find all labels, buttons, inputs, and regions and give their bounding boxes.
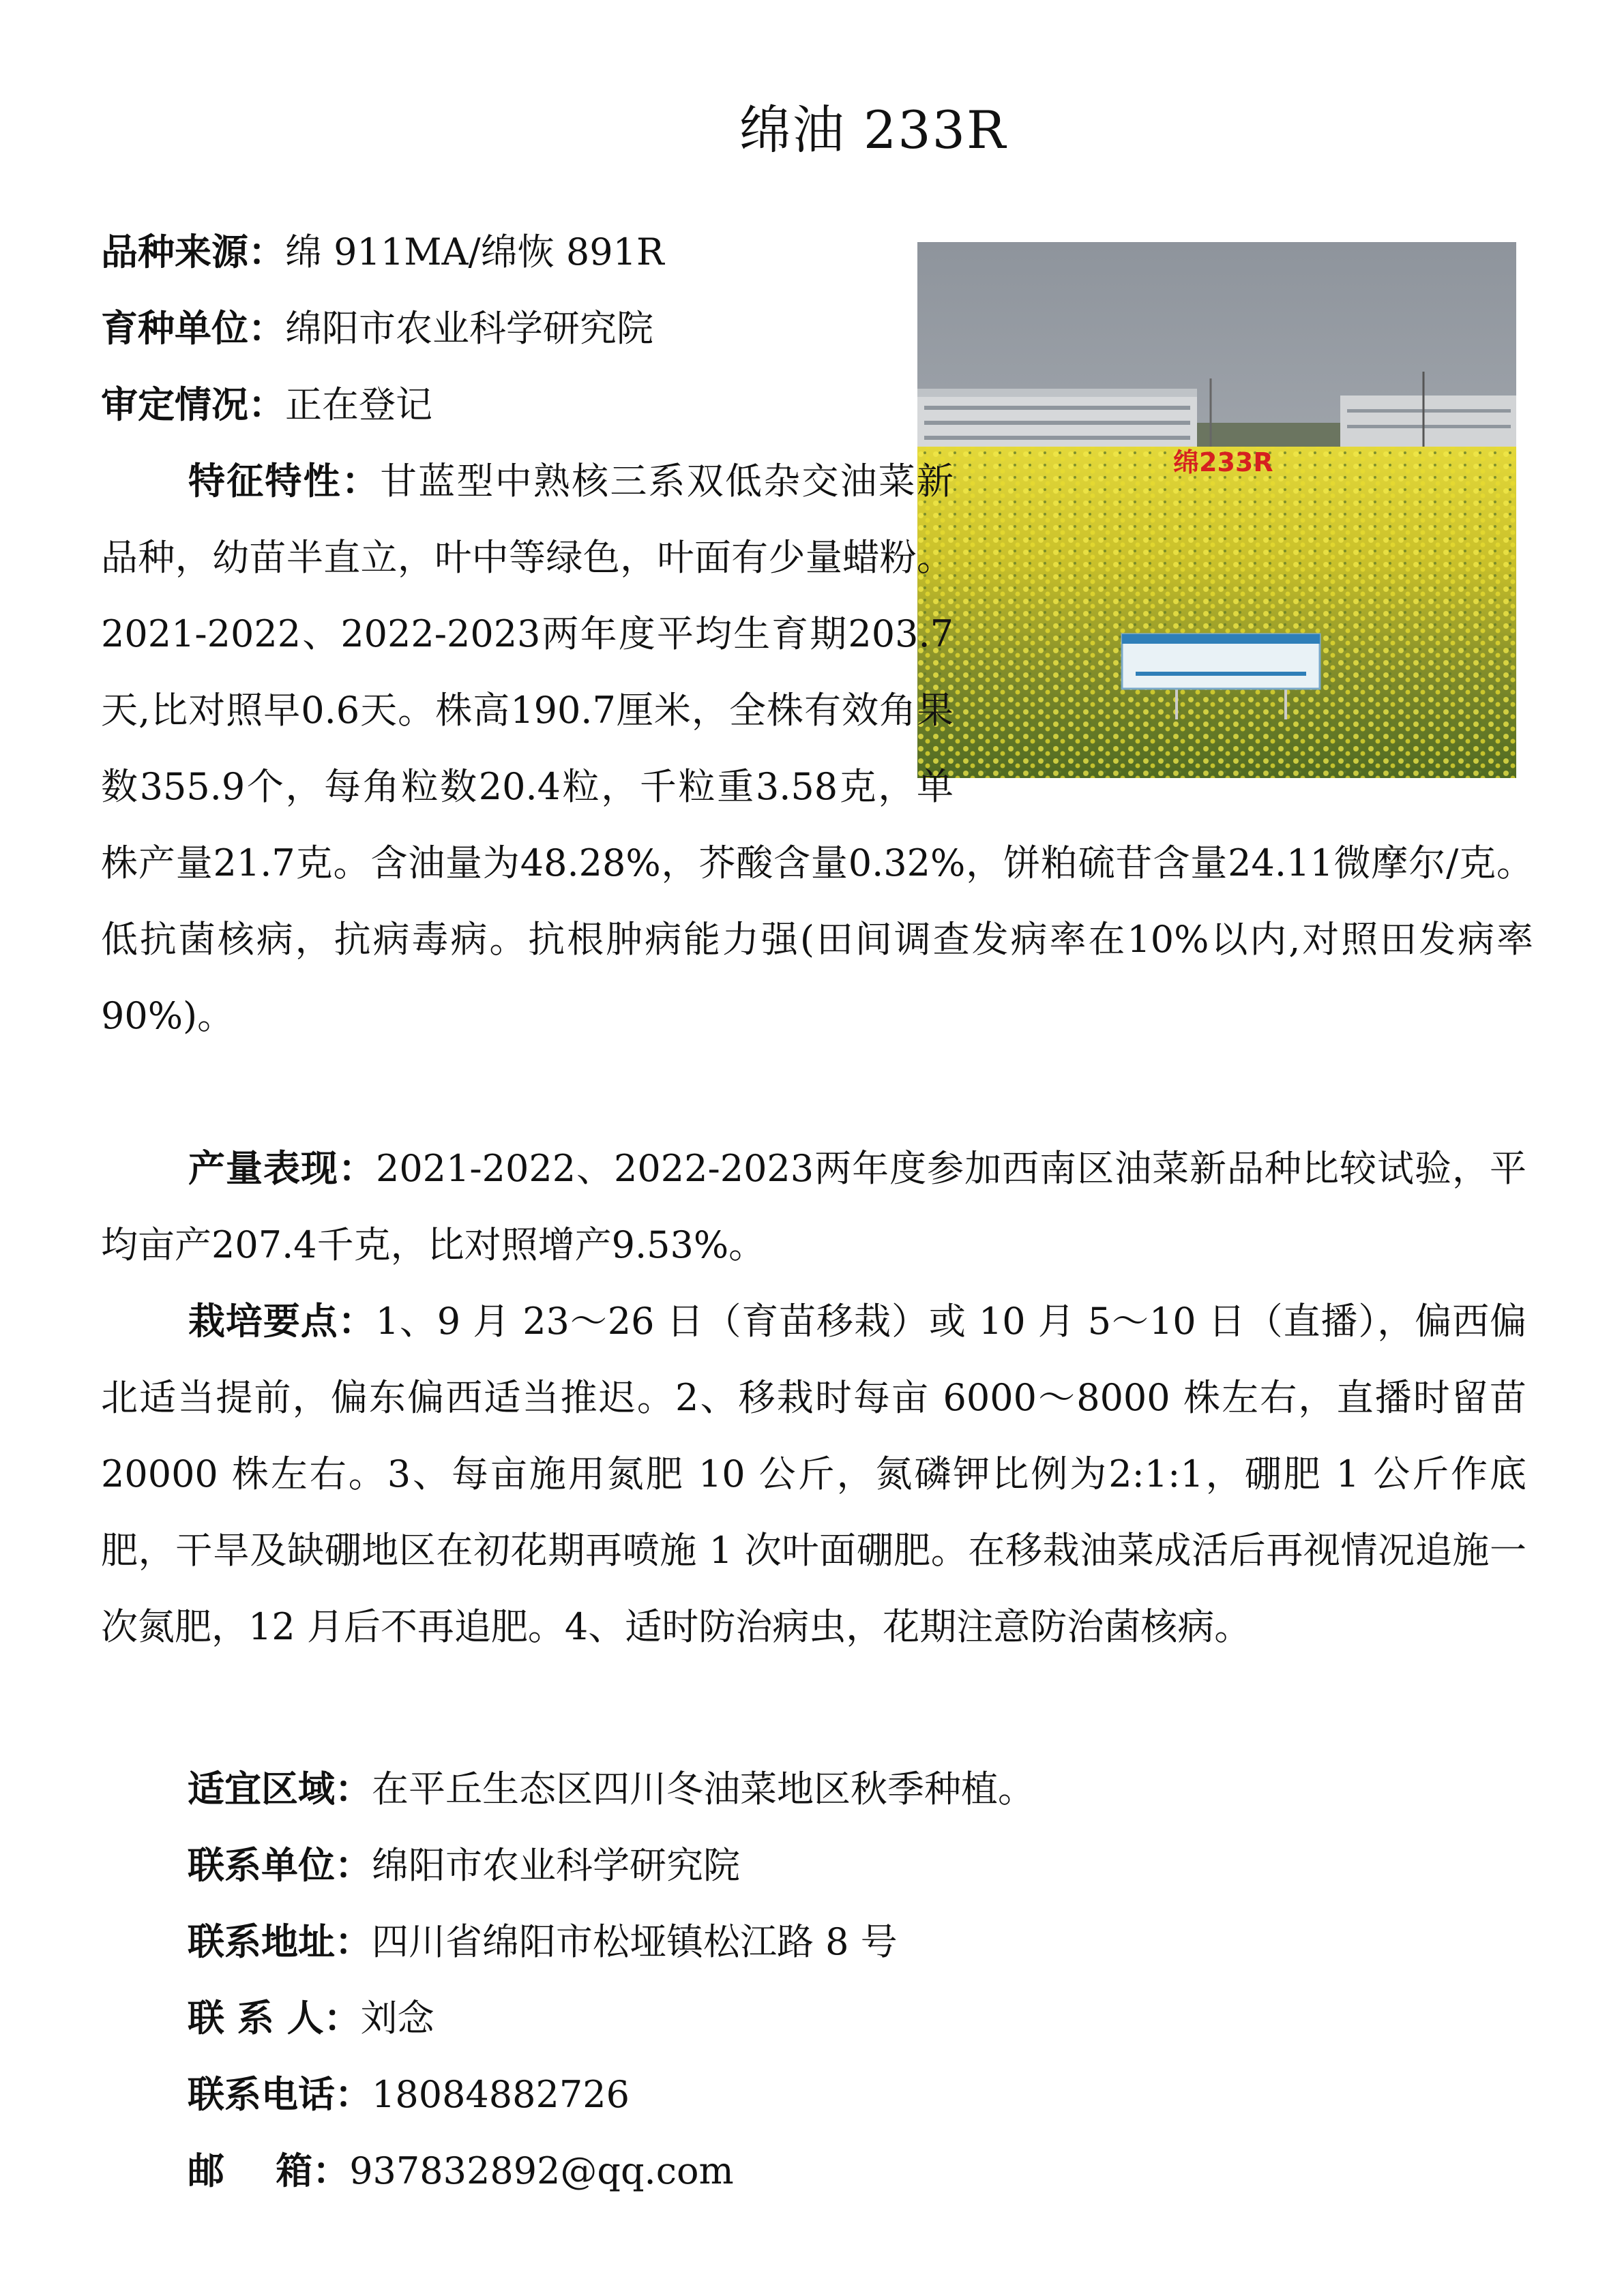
field-value: 绵阳市农业科学研究院 <box>285 307 653 350</box>
field-value: 在平丘生态区四川冬油菜地区秋季种植。 <box>372 1768 1035 1810</box>
field-contact-phone <box>188 2057 630 2133</box>
field-label: 审定情况： <box>101 383 285 426</box>
yield-paragraph <box>101 1131 1526 1283</box>
field-value: 正在登记 <box>285 383 432 426</box>
cultivation-paragraph <box>101 1283 1526 1665</box>
field-label: 联系单位： <box>188 1844 372 1887</box>
field-contact-person <box>188 1980 434 2057</box>
field-contact-email <box>188 2133 734 2209</box>
field-variety-source <box>101 214 664 290</box>
field-value: 绵阳市农业科学研究院 <box>372 1844 740 1887</box>
field-label: 适宜区域： <box>188 1768 372 1810</box>
field-value: 绵 911MA/绵恢 891R <box>285 230 664 273</box>
yield-label: 产量表现： <box>188 1147 376 1190</box>
field-label: 品种来源： <box>101 230 285 273</box>
field-label: 邮 箱： <box>188 2149 350 2192</box>
page-title: 绵油 233R <box>739 100 1007 160</box>
yield-text: 2021-2022、2022-2023两年度参加西南区油菜新品种比较试验，平均亩产207.4千克，比对照增产9.53%。 <box>101 1147 1526 1266</box>
field-value: 18084882726 <box>372 2073 630 2116</box>
field-contact-unit <box>188 1828 740 1904</box>
field-value: 937832892@qq.com <box>349 2149 734 2192</box>
field-approval-status <box>101 367 432 443</box>
field-contact-address <box>188 1904 898 1980</box>
traits-label: 特征特性： <box>188 460 381 503</box>
cultivation-label: 栽培要点： <box>188 1300 376 1343</box>
field-breeding-unit <box>101 290 653 367</box>
cultivation-text: 1、9 月 23～26 日（育苗移栽）或 10 月 5～10 日（直播），偏西偏北适当提前，偏东偏西适当推迟。2、移栽时每亩 6000～8000 株左右，直播时留苗 20000 株左右。3、每亩施用氮肥 10 公斤，氮磷钾比例为2:1:1，硼肥 1 公斤作底肥，干旱及缺硼地区在初花期再喷施 1 次叶面硼肥。在移栽油菜成活后再视情况追施一次氮肥，12 月后不再追肥。4、适时防治病虫，花期注意防治菌核病。 <box>101 1300 1527 1648</box>
field-label: 联 系 人： <box>188 1997 361 2040</box>
field-suitable-region <box>188 1751 1035 1828</box>
field-value: 刘念 <box>360 1997 434 2040</box>
field-label: 育种单位： <box>101 307 285 350</box>
traits-text: 甘蓝型中熟核三系双低杂交油菜新品种，幼苗半直立，叶中等绿色，叶面有少量蜡粉。2021-2022、2022-2023两年度平均生育期203.7天,比对照早0.6天。株高190.7厘米，全株有效角果数355.9个，每角粒数20.4粒，千粒重3.58克，单株产量21.7克。含油量为48.28%，芥酸含量0.32%，饼粕硫苷含量24.11微摩尔/克。低抗菌核病，抗病毒病。抗根肿病能力强(田间调查发病率在10%以内,对照田发病率90%)。 <box>101 460 1533 1037</box>
field-value: 四川省绵阳市松垭镇松江路 8 号 <box>372 1920 898 1963</box>
field-label: 联系地址： <box>188 1920 372 1963</box>
traits-paragraph <box>101 443 1533 1054</box>
photo-spacer <box>954 443 1533 798</box>
sign-label: 绵233R <box>1173 447 1273 477</box>
field-label: 联系电话： <box>188 2073 372 2116</box>
